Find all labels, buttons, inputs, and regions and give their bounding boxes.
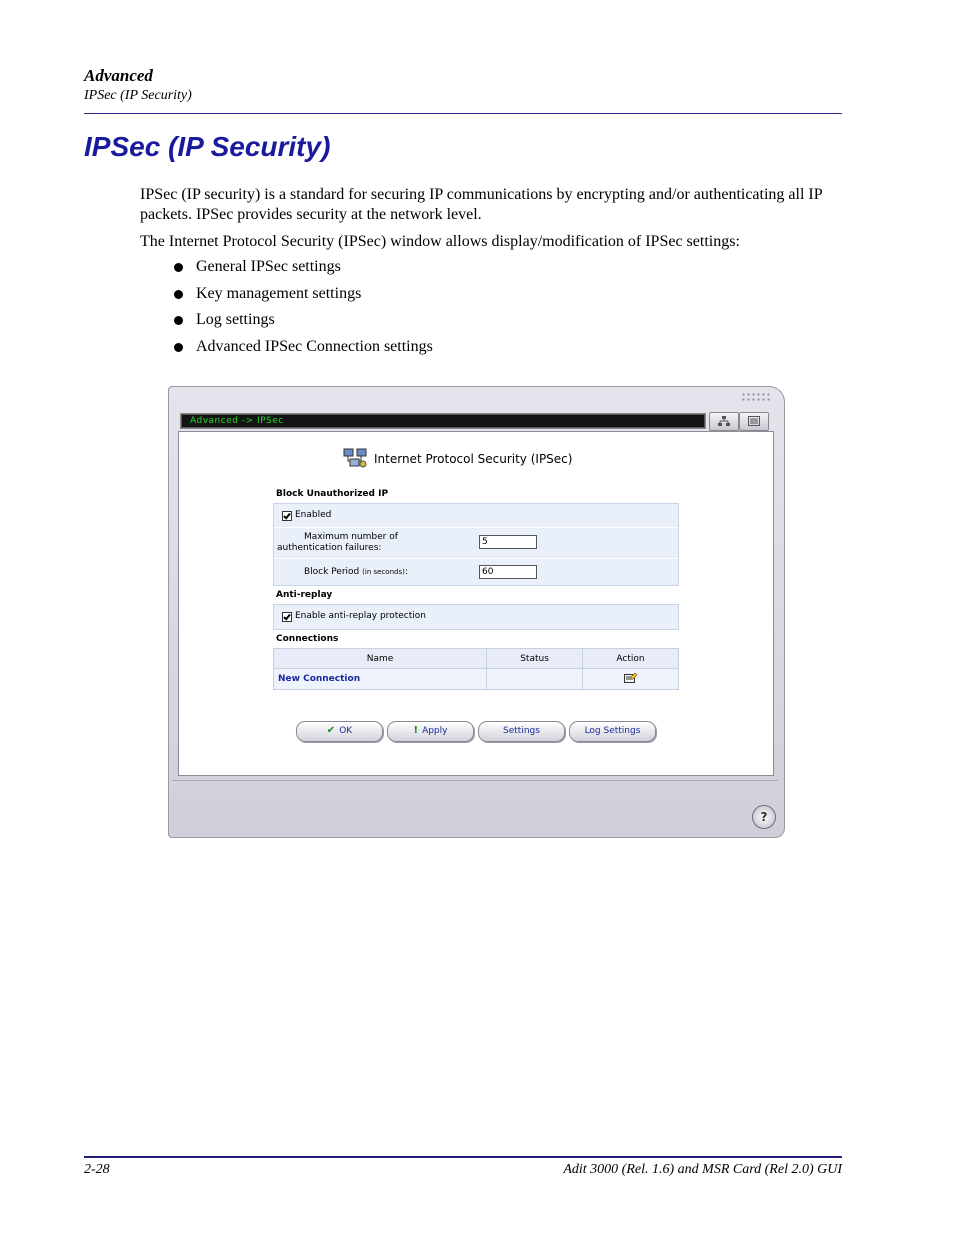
network-map-button[interactable] (709, 412, 739, 431)
block-period-label: Block Period (in seconds): (304, 567, 408, 577)
log-settings-button[interactable]: Log Settings (569, 721, 656, 742)
bullet-item: Advanced IPSec Connection settings (172, 336, 433, 363)
apply-button[interactable]: ! Apply (387, 721, 474, 742)
table-header-row (274, 649, 679, 669)
settings-button[interactable]: Settings (478, 721, 565, 742)
settings-bullet-list (172, 256, 433, 363)
block-unauthorized-panel (273, 503, 679, 586)
block-unauthorized-heading: Block Unauthorized IP (276, 489, 389, 499)
bullet-icon (174, 290, 183, 299)
doc-subsection-heading: IPSec (IP Security) (84, 88, 192, 103)
list-icon (748, 416, 760, 426)
page-title: IPSec (IP Security) (84, 131, 331, 162)
header-divider (84, 113, 842, 114)
window-status-bar (172, 780, 778, 831)
intro-paragraph: IPSec (IP security) is a standard for securing IP communications by encrypting and/or authenticating all IP packets. IPSec provides security at the network level. (140, 186, 823, 223)
bullet-item: General IPSec settings (172, 256, 433, 283)
max-failures-label-line1: Maximum number of (304, 532, 398, 542)
bullet-item: Key management settings (172, 283, 433, 310)
doc-section-heading: Advanced (84, 66, 153, 85)
network-map-icon (718, 416, 730, 426)
max-failures-row (274, 528, 678, 559)
enabled-label: Enabled (295, 510, 332, 520)
anti-replay-heading: Anti-replay (276, 590, 333, 600)
connection-status-cell (487, 669, 583, 690)
exclamation-icon: ! (413, 725, 419, 736)
network-security-icon (343, 447, 369, 469)
max-failures-input[interactable] (479, 535, 537, 549)
anti-replay-panel (273, 604, 679, 630)
bullet-icon (174, 343, 183, 352)
bullet-item: Log settings (172, 309, 433, 336)
connection-action-cell (583, 669, 679, 690)
footer-divider (84, 1156, 842, 1158)
help-icon[interactable]: ? (752, 805, 776, 829)
max-failures-label-line2: authentication failures: (277, 543, 382, 553)
connections-heading: Connections (276, 634, 339, 644)
anti-replay-checkbox[interactable] (282, 612, 292, 622)
column-header-name[interactable]: Name (274, 649, 487, 669)
breadcrumb: Advanced -> IPSec (190, 416, 284, 426)
content-panel: Internet Protocol Security (IPSec) Block Unauthorized IP Enabled Maximum number of authentication failures: 5 Block Period (in seconds): 60 Anti-replay Enable anti-replay protection Connections Name Status Action New Connection ✔ OK ! Apply Settings Log Settings (178, 431, 774, 776)
table-row (274, 669, 679, 690)
column-header-action[interactable]: Action (583, 649, 679, 669)
bullet-icon (174, 316, 183, 325)
connections-table (273, 648, 679, 690)
enabled-row (274, 504, 678, 528)
list-view-button[interactable] (739, 412, 769, 431)
new-connection-link[interactable]: New Connection (274, 669, 487, 690)
enabled-checkbox[interactable] (282, 511, 292, 521)
window-description-paragraph: The Internet Protocol Security (IPSec) window allows display/modification of IPSec settings: (140, 233, 740, 250)
checkmark-icon: ✔ (326, 725, 336, 736)
page-number: 2-28 (84, 1162, 110, 1177)
breadcrumb-bar (180, 413, 706, 429)
block-period-input[interactable] (479, 565, 537, 579)
new-connection-icon[interactable] (624, 672, 638, 684)
block-period-unit: (in seconds) (362, 568, 405, 576)
block-period-row (274, 559, 678, 585)
column-header-status[interactable]: Status (487, 649, 583, 669)
bullet-icon (174, 263, 183, 272)
ipsec-window (168, 386, 785, 838)
book-title: Adit 3000 (Rel. 1.6) and MSR Card (Rel 2.0) GUI (563, 1162, 842, 1177)
ok-button[interactable]: ✔ OK (296, 721, 383, 742)
window-grip-icon[interactable] (741, 392, 771, 402)
anti-replay-label: Enable anti-replay protection (295, 611, 426, 621)
